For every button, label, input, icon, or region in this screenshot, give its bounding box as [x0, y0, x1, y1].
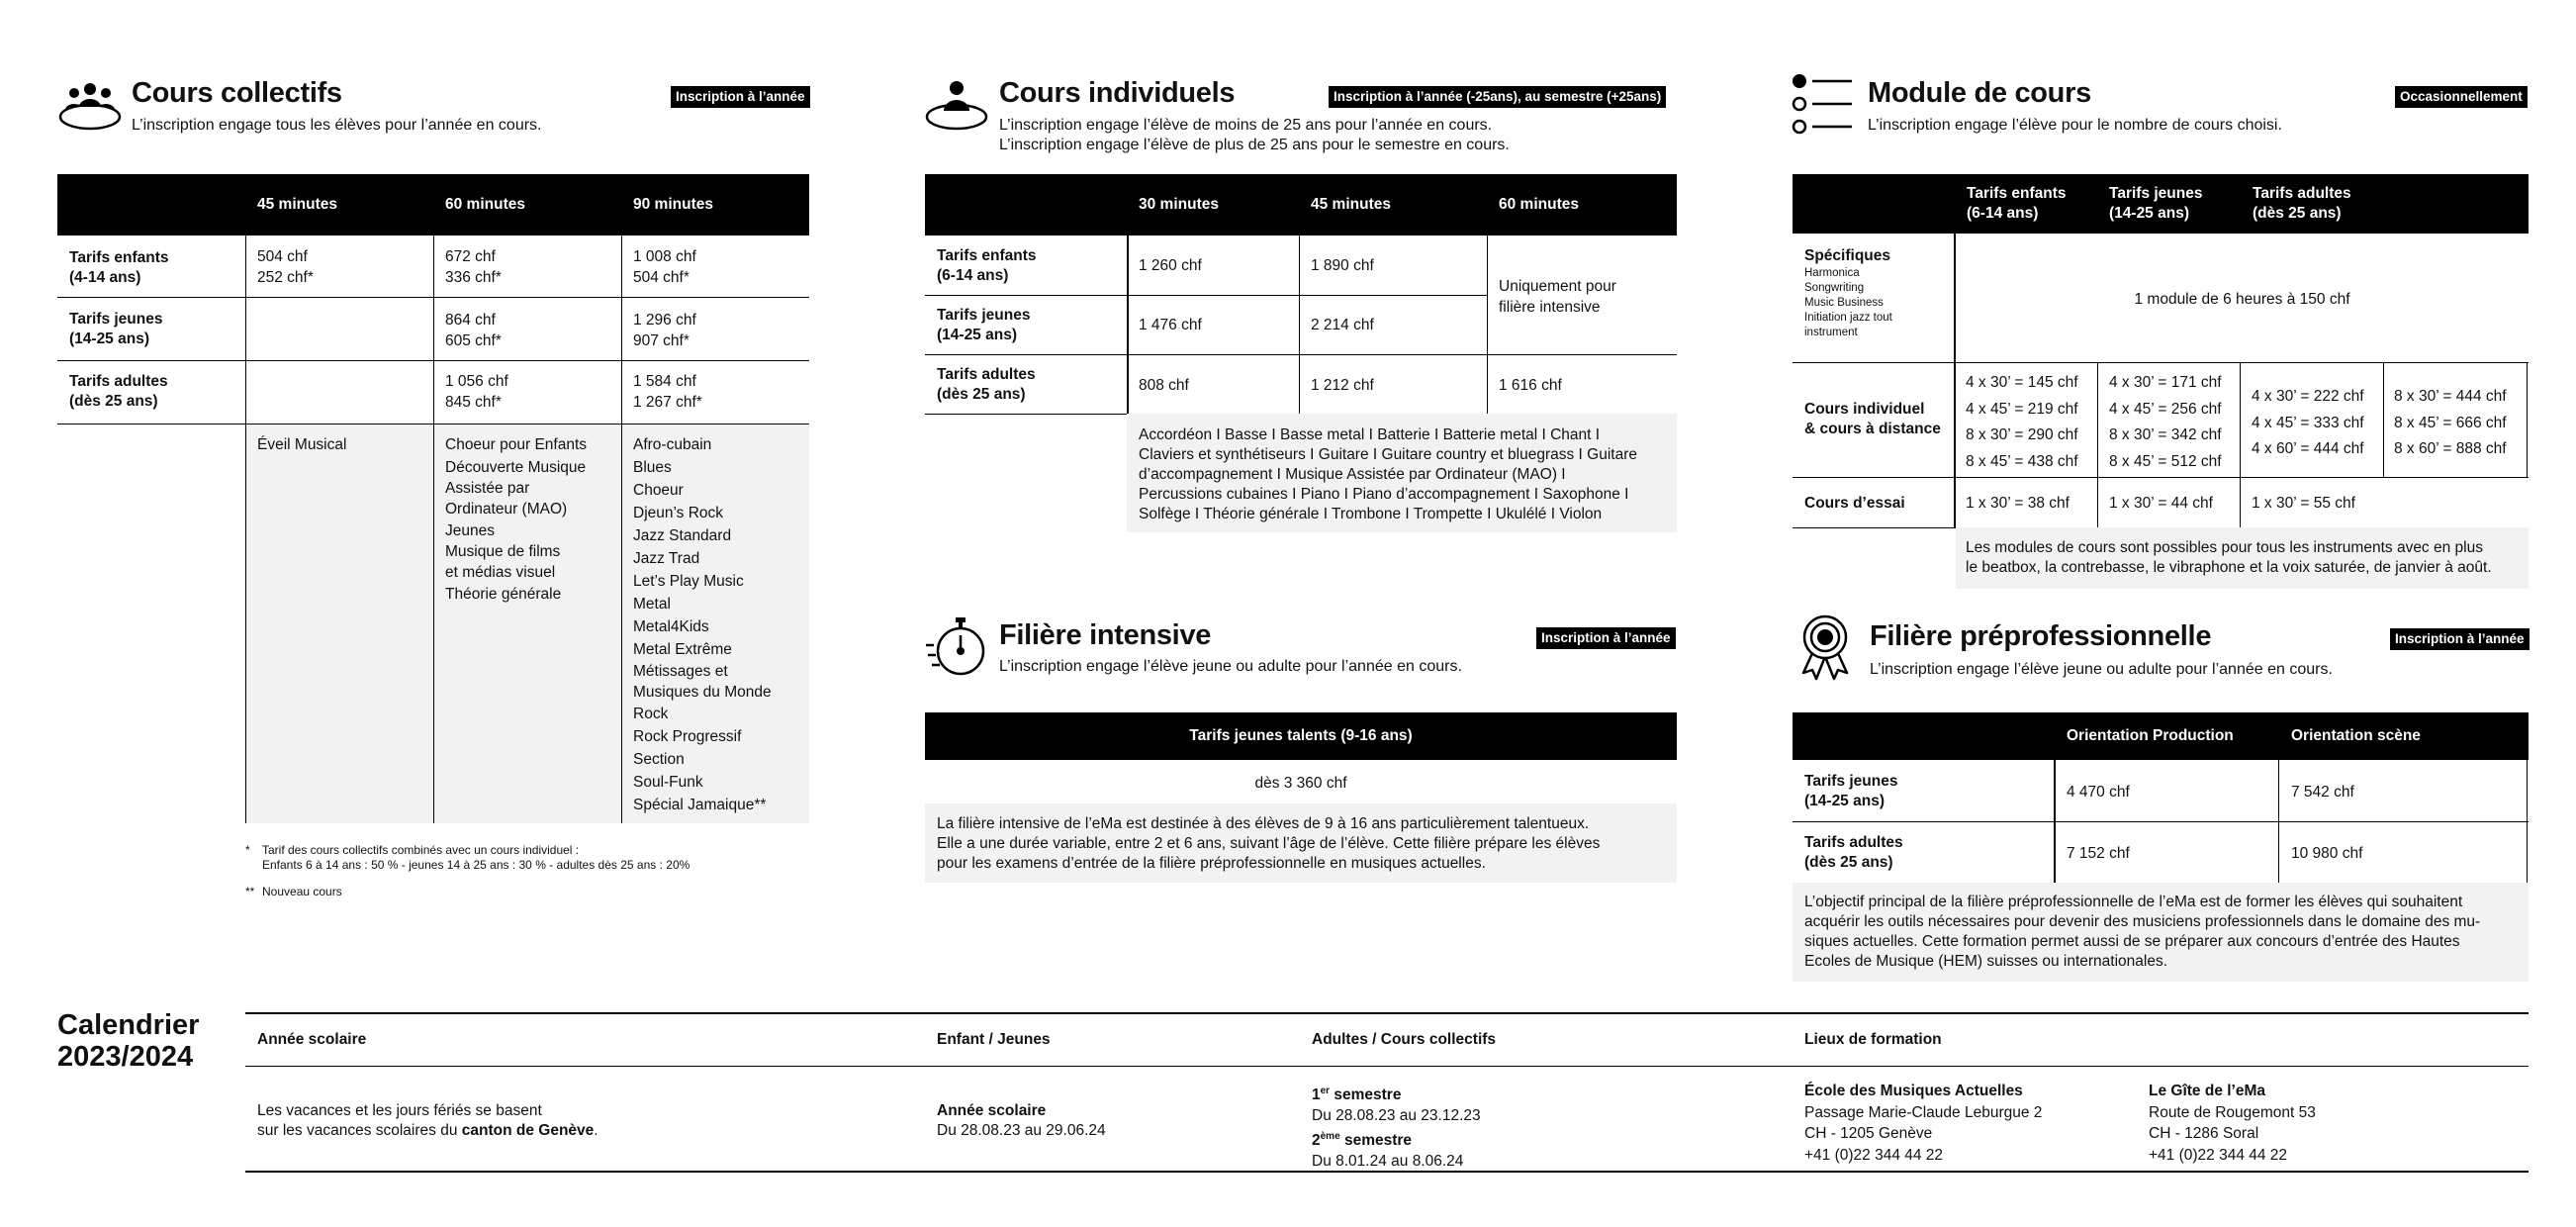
collectifs-badge: Inscription à l’année — [671, 86, 810, 108]
prepro-title: Filière préprofessionnelle — [1870, 620, 2212, 652]
list-item: Choeur pour Enfants — [445, 436, 588, 453]
list-item: Spécial Jamaique** — [633, 797, 767, 813]
individuels-subtitle-1: L’inscription engage l’élève de moins de 25 ans pour l’année en cours. — [999, 117, 1493, 134]
calendrier-adultes: 1er semestre Du 28.08.23 au 23.12.23 2ème semestre Du 8.01.24 au 8.06.24 — [1312, 1085, 1481, 1171]
prepro-description-box: L’objectif principal de la filière préprofessionnelle de l’eMa est de former les élèves qui souhaitent acquérir les outils nécessaires pour devenir des musiciens professionnels dans le domaine des mu- siques actuelles. Cette formation permet aussi de se préparer aux concours d’entrée des Hautes Ecoles de Musique (HEM) suisses ou internationales. — [1793, 883, 2529, 982]
list-item: Ordinateur (MAO) — [445, 501, 568, 518]
award-badge-icon — [1795, 612, 1855, 681]
intensive-description-box: La filière intensive de l’eMa est destinée à des élèves de 9 à 16 ans particulièrement talentueux. Elle a une durée variable, entre 2 et 6 ans, suivant l’âge de l’élève. Cette filière prépare les élèves pour les examens d’entrée de la filière préprofessionnelle en musiques actuelles. — [925, 803, 1677, 883]
module-badge: Occasionnellement — [2395, 86, 2528, 108]
collectifs-title: Cours collectifs — [132, 77, 342, 109]
collectifs-footnote-2: ** Nouveau cours — [245, 885, 342, 898]
individuels-instruments-box — [1127, 414, 1677, 532]
module-individuel-label: Cours individuel & cours à distance — [1804, 401, 1941, 437]
collectifs-list-90 — [633, 433, 811, 816]
list-item: Rock — [633, 706, 669, 722]
calendrier-enfant: Année scolaire Du 28.08.23 au 29.06.24 — [937, 1102, 1106, 1139]
collectifs-list-45 — [257, 433, 346, 456]
module-essai-label: Cours d’essai — [1804, 495, 1905, 512]
list-item: Metal — [633, 596, 671, 613]
list-item: Metal4Kids — [633, 618, 709, 635]
list-item: Metal Extrême — [633, 641, 732, 658]
collectifs-header-60: 60 minutes — [445, 196, 525, 213]
module-jeunes-prices: 4 x 30’ = 171 chf 4 x 45’ = 256 chf 8 x 30’ = 342 chf 8 x 45’ = 512 chf — [2109, 374, 2222, 470]
prepro-badge: Inscription à l’année — [2390, 628, 2530, 650]
module-specifiques-price: 1 module de 6 heures à 150 chf — [2134, 291, 2350, 308]
module-specifiques: Spécifiques Harmonica Songwriting Music Business Initiation jazz tout instrument — [1804, 247, 1892, 338]
individuels-header-45: 45 minutes — [1311, 196, 1391, 213]
module-essai-jeunes: 1 x 30’ = 44 chf — [2109, 495, 2213, 512]
list-item: Djeun’s Rock — [633, 505, 724, 521]
intensive-title: Filière intensive — [999, 619, 1212, 651]
instruments-line: Percussions cubaines I Piano I Piano d’accompagnement I Saxophone I — [1139, 486, 1629, 503]
individuels-header-60: 60 minutes — [1499, 196, 1579, 213]
list-item: Théorie générale — [445, 586, 562, 603]
list-item: Jeunes — [445, 522, 495, 539]
person-icon — [924, 77, 989, 135]
individuels-badge: Inscription à l’année (-25ans), au semestre (+25ans) — [1329, 86, 1666, 108]
intensive-badge: Inscription à l’année — [1536, 627, 1676, 649]
module-enfants-prices: 4 x 30’ = 145 chf 4 x 45’ = 219 chf 8 x 30’ = 290 chf 8 x 45’ = 438 chf — [1966, 374, 2078, 470]
intensive-subtitle: L’inscription engage l’élève jeune ou adulte pour l’année en cours. — [999, 658, 1462, 675]
individuels-subtitle-2: L’inscription engage l’élève de plus de 25 ans pour le semestre en cours. — [999, 137, 1510, 153]
list-item: Let’s Play Music — [633, 573, 744, 590]
instruments-line: Claviers et synthétiseurs I Guitare I Guitare country et bluegrass I Guitare — [1139, 446, 1637, 463]
intensive-table-header: Tarifs jeunes talents (9-16 ans) — [925, 712, 1677, 760]
list-item: Musique de films — [445, 543, 561, 560]
list-item: Jazz Trad — [633, 550, 700, 567]
list-item: et médias visuel — [445, 564, 556, 581]
stopwatch-icon — [924, 615, 993, 681]
module-adultes-prices-a: 4 x 30’ = 222 chf 4 x 45’ = 333 chf 4 x 60’ = 444 chf — [2252, 388, 2364, 457]
calendrier-title: Calendrier 2023/2024 — [57, 1009, 200, 1073]
list-item: Soul-Funk — [633, 774, 703, 791]
list-item: Jazz Standard — [633, 527, 732, 544]
list-item: Blues — [633, 459, 672, 476]
module-title: Module de cours — [1868, 77, 2091, 109]
module-essai-adultes: 1 x 30’ = 55 chf — [2252, 495, 2355, 512]
module-adultes-prices-b: 8 x 30’ = 444 chf 8 x 45’ = 666 chf 8 x 60’ = 888 chf — [2394, 388, 2507, 457]
module-subtitle: L’inscription engage l’élève pour le nombre de cours choisi. — [1868, 117, 2282, 134]
list-item: Musiques du Monde — [633, 684, 772, 701]
group-icon — [57, 77, 123, 135]
calendrier-lieu-ema: École des Musiques Actuelles Passage Marie-Claude Leburgue 2 CH - 1205 Genève +41 (0)22 344 44 22 — [1804, 1083, 2043, 1164]
collectifs-header-45: 45 minutes — [257, 196, 337, 213]
list-bullets-icon — [1791, 71, 1856, 137]
collectifs-footnote-1: * Tarif des cours collectifs combinés avec un cours individuel : Enfants 6 à 14 ans : 50 % - jeunes 14 à 25 ans : 30 % - adultes dès 25 ans : 20% — [245, 843, 690, 872]
individuels-table-header — [925, 174, 1677, 236]
collectifs-table-header — [57, 174, 809, 236]
list-item: Choeur — [633, 482, 684, 499]
collectifs-subtitle: L’inscription engage tous les élèves pour l’année en cours. — [132, 117, 542, 134]
list-item: Assistée par — [445, 480, 530, 497]
individuels-header-30: 30 minutes — [1139, 196, 1219, 213]
collectifs-header-90: 90 minutes — [633, 196, 713, 213]
module-essai-enfants: 1 x 30’ = 38 chf — [1966, 495, 2070, 512]
prepro-table-header: Orientation Production Orientation scène — [1793, 712, 2529, 760]
list-item: Métissages et — [633, 663, 728, 680]
calendrier-vacances: Les vacances et les jours fériés se basent sur les vacances scolaires du canton de Genève. — [257, 1102, 598, 1139]
module-note-box: Les modules de cours sont possibles pour tous les instruments avec en plus le beatbox, la contrebasse, le vibraphone et la voix saturée, de janvier à août. — [1956, 527, 2529, 589]
calendrier-lieu-gite: Le Gîte de l’eMa Route de Rougemont 53 CH - 1286 Soral +41 (0)22 344 44 22 — [2149, 1083, 2316, 1164]
prepro-subtitle: L’inscription engage l’élève jeune ou adulte pour l’année en cours. — [1870, 661, 2333, 678]
list-item: Découverte Musique — [445, 459, 587, 476]
instruments-line: Solfège I Théorie générale I Trombone I Trompette I Ukulélé I Violon — [1139, 506, 1603, 522]
list-item: Rock Progressif — [633, 728, 742, 745]
instruments-line: Accordéon I Basse I Basse metal I Batterie I Batterie metal I Chant I — [1139, 426, 1601, 443]
list-item: Afro-cubain — [633, 436, 712, 453]
intensive-price: dès 3 360 chf — [1254, 775, 1347, 792]
module-table-header: Tarifs enfants (6-14 ans) Tarifs jeunes (14-25 ans) Tarifs adultes (dès 25 ans) — [1793, 174, 2529, 234]
instruments-line: d’accompagnement I Musique Assistée par Ordinateur (MAO) I — [1139, 466, 1566, 483]
individuels-merged-note: Uniquement pour filière intensive — [1499, 278, 1616, 316]
list-item: Éveil Musical — [257, 436, 347, 453]
list-item: Section — [633, 751, 685, 768]
individuels-title: Cours individuels — [999, 77, 1236, 109]
collectifs-list-60 — [445, 433, 623, 606]
